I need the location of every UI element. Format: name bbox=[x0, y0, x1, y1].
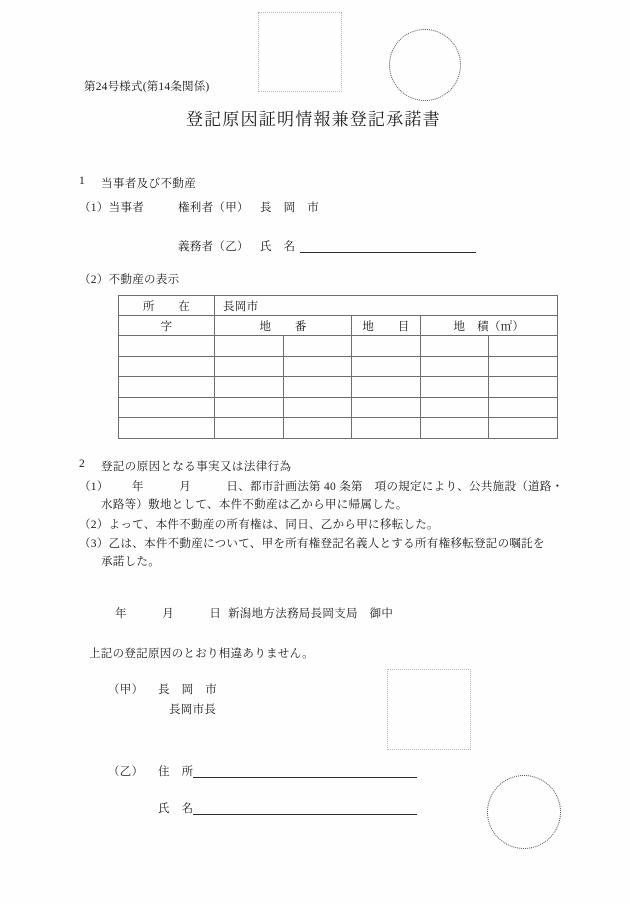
cell-chimoku[interactable] bbox=[352, 336, 421, 357]
party-a-label: （甲） bbox=[108, 684, 144, 696]
column-header-chiban: 地 番 bbox=[215, 316, 352, 336]
cell-chiban-sub[interactable] bbox=[283, 397, 352, 418]
section2-heading-number: 2 bbox=[79, 458, 86, 470]
cell-chiseki[interactable] bbox=[420, 356, 489, 377]
cell-aza[interactable] bbox=[119, 356, 215, 377]
cell-chiban-sub[interactable] bbox=[283, 356, 352, 377]
submission-date-line[interactable]: 年 月 日 bbox=[115, 608, 222, 620]
cell-chiseki[interactable] bbox=[420, 418, 489, 439]
obligor-label: 義務者（乙） bbox=[178, 241, 249, 253]
registry-stamp-box bbox=[258, 12, 342, 92]
section1-item2-label: （2）不動産の表示 bbox=[79, 274, 180, 286]
cell-chimoku[interactable] bbox=[352, 377, 421, 398]
cell-chiban[interactable] bbox=[215, 356, 284, 377]
cell-chiseki-sub[interactable] bbox=[489, 418, 558, 439]
section2-item1-line2: 水路等）敷地として、本件不動産は乙から甲に帰属した。 bbox=[101, 499, 408, 511]
submission-office: 新潟地方法務局長岡支局 御中 bbox=[228, 608, 394, 620]
column-header-aza: 字 bbox=[119, 316, 215, 336]
cell-chiseki-sub[interactable] bbox=[489, 397, 558, 418]
party-b-address-rule bbox=[193, 777, 417, 778]
location-value-cell: 長岡市 bbox=[215, 296, 558, 316]
form-number: 第24号様式(第14条関係) bbox=[84, 81, 210, 93]
cell-chimoku[interactable] bbox=[352, 356, 421, 377]
obligor-name-label: 氏 名 bbox=[260, 241, 296, 253]
section1-item1-label: （1）当事者 bbox=[79, 202, 145, 214]
table-row bbox=[119, 418, 558, 439]
party-b-label: （乙） bbox=[108, 766, 144, 778]
section1-heading-number: 1 bbox=[79, 175, 86, 187]
submission-statement: 上記の登記原因のとおり相違ありません。 bbox=[89, 648, 314, 660]
cell-aza[interactable] bbox=[119, 418, 215, 439]
cell-aza[interactable] bbox=[119, 397, 215, 418]
registry-seal-circle bbox=[389, 29, 461, 101]
section2-heading-text: 登記の原因となる事実又は法律行為 bbox=[101, 461, 292, 473]
cell-chiban[interactable] bbox=[215, 336, 284, 357]
cell-chiban[interactable] bbox=[215, 418, 284, 439]
rights-holder-label: 権利者（甲） bbox=[178, 202, 249, 214]
property-table bbox=[118, 295, 558, 439]
section1-heading-text: 当事者及び不動産 bbox=[101, 178, 197, 190]
cell-chiseki[interactable] bbox=[420, 336, 489, 357]
cell-chiban-sub[interactable] bbox=[283, 418, 352, 439]
cell-chiban[interactable] bbox=[215, 377, 284, 398]
column-header-chiseki: 地 積（㎡） bbox=[420, 316, 557, 336]
column-header-chimoku: 地 目 bbox=[352, 316, 421, 336]
table-row-header bbox=[119, 316, 558, 336]
party-b-name-rule bbox=[193, 814, 417, 815]
cell-aza[interactable] bbox=[119, 336, 215, 357]
table-row bbox=[119, 397, 558, 418]
obligor-seal-circle bbox=[487, 775, 561, 849]
party-b-address-label: 住 所 bbox=[158, 766, 194, 778]
table-row bbox=[119, 336, 558, 357]
section2-item2: （2）よって、本件不動産の所有権は、同日、乙から甲に移転した。 bbox=[79, 519, 439, 531]
party-b-name-label: 氏 名 bbox=[158, 803, 194, 815]
rights-holder-value: 長 岡 市 bbox=[260, 202, 319, 214]
cell-chiban-sub[interactable] bbox=[283, 377, 352, 398]
cell-chiseki-sub[interactable] bbox=[489, 356, 558, 377]
cell-aza[interactable] bbox=[119, 377, 215, 398]
party-a-title: 長岡市長 bbox=[169, 704, 217, 716]
cell-chiseki-sub[interactable] bbox=[489, 336, 558, 357]
cell-chiseki-sub[interactable] bbox=[489, 377, 558, 398]
mayor-seal-box bbox=[387, 669, 471, 750]
location-label-cell: 所 在 bbox=[119, 296, 215, 316]
table-row bbox=[119, 356, 558, 377]
cell-chimoku[interactable] bbox=[352, 397, 421, 418]
cell-chimoku[interactable] bbox=[352, 418, 421, 439]
table-row bbox=[119, 377, 558, 398]
cell-chiseki[interactable] bbox=[420, 397, 489, 418]
section2-item1-prefix: （1） bbox=[79, 481, 109, 493]
section2-item3-line1: （3）乙は、本件不動産について、甲を所有権登記名義人とする所有権移転登記の嘱託を bbox=[79, 538, 545, 550]
table-row-location bbox=[119, 296, 558, 316]
party-a-name: 長 岡 市 bbox=[158, 684, 217, 696]
obligor-name-rule bbox=[300, 252, 476, 253]
cell-chiban[interactable] bbox=[215, 397, 284, 418]
section2-item3-line2: 承諾した。 bbox=[101, 556, 160, 568]
page-title: 登記原因証明情報兼登記承諾書 bbox=[186, 110, 441, 129]
section2-item1-line1: 年 月 日、都市計画法第 40 条第 項の規定により、公共施設（道路・ bbox=[132, 481, 564, 493]
cell-chiban-sub[interactable] bbox=[283, 336, 352, 357]
cell-chiseki[interactable] bbox=[420, 377, 489, 398]
